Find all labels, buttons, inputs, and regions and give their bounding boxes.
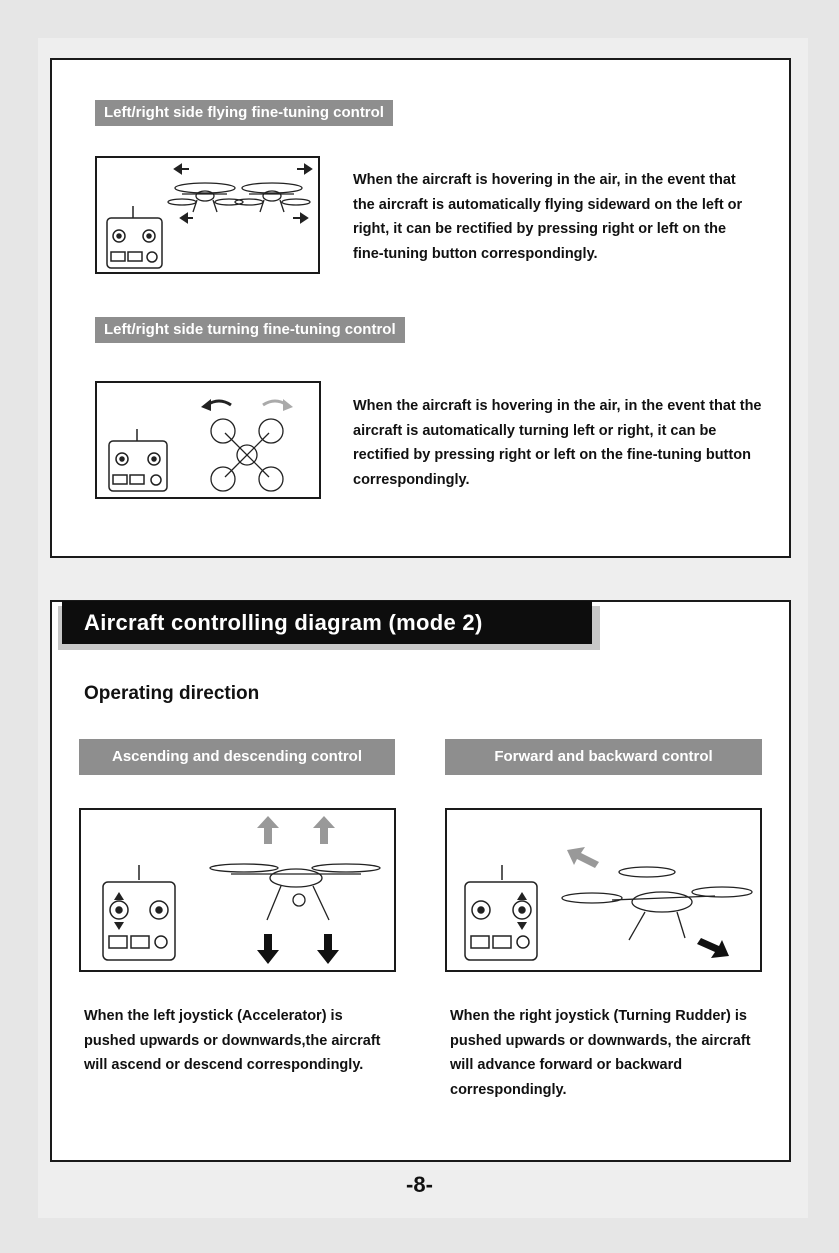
- lr-flying-description: When the aircraft is hovering in the air, in the event that the aircraft is automatically flying sideward on the left or right, it can be rectified by pressing right or left on the fine-tuning button correspondingly.: [353, 172, 743, 262]
- forward-title: Forward and backward control: [445, 739, 762, 775]
- drone-icon: [562, 867, 752, 940]
- ascending-illustration: [79, 808, 396, 972]
- lr-flying-illustration: [95, 156, 320, 274]
- page-number: -8-: [406, 1172, 433, 1197]
- drone-icon: [168, 183, 243, 212]
- lr-turning-title: Left/right side turning fine-tuning control: [95, 317, 405, 343]
- backward-arrow-icon: [697, 938, 729, 958]
- forward-illustration: [445, 808, 762, 972]
- transmitter-icon: [107, 206, 162, 268]
- descend-arrows-icon: [257, 934, 339, 964]
- ascending-description: When the left joystick (Accelerator) is pushed upwards or downwards,the aircraft will ascend or descend correspondingly.: [84, 1008, 381, 1073]
- lr-turning-illustration: [95, 381, 321, 499]
- rotate-arrows-icon: [201, 399, 293, 411]
- forward-description: When the right joystick (Turning Rudder) is pushed upwards or downwards, the aircraft will advance forward or backward correspondingly.: [450, 1008, 751, 1098]
- forward-arrow-icon: [567, 847, 599, 868]
- ascending-title: Ascending and descending control: [79, 739, 395, 775]
- operating-direction-heading: Operating direction: [84, 683, 260, 704]
- drone-icon: [210, 864, 380, 920]
- transmitter-icon: [465, 865, 537, 960]
- transmitter-icon: [109, 429, 167, 491]
- transmitter-icon: [103, 865, 175, 960]
- diagram-title: Aircraft controlling diagram (mode 2): [62, 601, 592, 644]
- ascend-arrows-icon: [257, 816, 335, 844]
- drone-icon: [235, 183, 310, 212]
- lr-turning-description: When the aircraft is hovering in the air, in the event that the aircraft is automatically turning left or right, it can be rectified by pressing right or left on the fine-tuning button correspondingly.: [353, 398, 762, 488]
- lr-flying-title: Left/right side flying fine-tuning control: [95, 100, 393, 126]
- drone-top-view-icon: [211, 419, 283, 491]
